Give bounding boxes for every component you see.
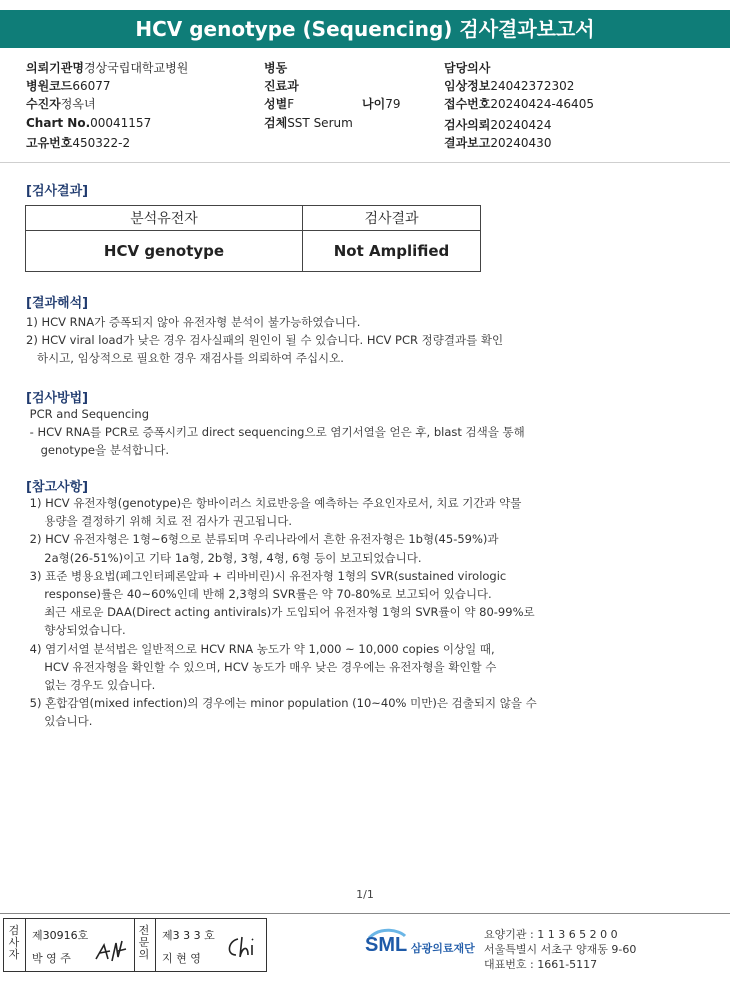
result-header-result: 검사결과 — [303, 206, 481, 231]
table-row — [26, 231, 481, 272]
page-number: 1/1 — [356, 888, 374, 901]
info-label: 성별 — [264, 97, 288, 111]
specialist-signature — [222, 933, 262, 963]
info-value: 450322-2 — [72, 136, 131, 150]
divider — [0, 162, 730, 163]
section-title-interpretation: [결과해석] — [26, 296, 89, 311]
text-line: 2) HCV viral load가 낮은 경우 검사실패의 원인이 될 수 있습니다. HCV PCR 정량결과를 확인 — [26, 333, 504, 348]
text-line: 4) 염기서열 분석법은 일반적으로 HCV RNA 농도가 약 1,000 ~ 10,000 copies 이상일 때, — [26, 641, 495, 656]
info-label: 나이 — [362, 97, 386, 111]
info-chart-no — [26, 116, 151, 130]
info-age — [362, 95, 400, 112]
tester-license-no: 제30916호 — [32, 929, 89, 942]
text-line: - HCV RNA를 PCR로 증폭시키고 direct sequencing으로 염기서열을 얻은 후, blast 검색을 통해 — [26, 425, 525, 440]
info-value: 정옥녀 — [60, 97, 96, 111]
info-request-date — [444, 116, 551, 133]
footer-divider — [0, 913, 730, 914]
tester-name: 박 영 주 — [32, 952, 71, 965]
info-department — [264, 77, 299, 94]
info-report-date — [444, 134, 551, 151]
reference-text — [26, 494, 537, 731]
info-label: 고유번호 — [26, 136, 73, 150]
report-title: HCV genotype (Sequencing) 검사결과보고서 — [0, 10, 730, 48]
divider — [25, 919, 26, 971]
specialist-license-no: 제3 3 3 호 — [162, 929, 215, 942]
specialist-label-text: 전문의 — [138, 924, 150, 961]
result-table — [25, 205, 481, 272]
text-line: 5) 혼합감염(mixed infection)의 경우에는 minor population (10~40% 미만)은 검출되지 않을 수 — [26, 696, 537, 711]
specialist-name: 지 현 영 — [162, 952, 201, 965]
tester-signature — [92, 937, 132, 965]
org-line: 대표번호 : 1661-5117 — [484, 958, 598, 971]
info-label: 병원코드 — [26, 79, 73, 93]
text-line: 있습니다. — [26, 714, 93, 729]
signature-box — [3, 918, 267, 972]
text-line: 2) HCV 유전자형은 1형~6형으로 분류되며 우리나라에서 흔한 유전자형은 1b형(45-59%)과 — [26, 532, 499, 547]
info-value: 79 — [385, 97, 401, 111]
section-title-result: [검사결과] — [26, 184, 89, 199]
result-value-cell: Not Amplified — [303, 231, 481, 272]
info-value: 24042372302 — [490, 79, 575, 93]
info-label: 검체 — [264, 116, 288, 130]
text-line: 최근 새로운 DAA(Direct acting antivirals)가 도입되어 유전자형 1형의 SVR률이 약 80-99%로 — [26, 605, 535, 620]
info-patient — [26, 95, 96, 112]
info-label: 의뢰기관명 — [26, 61, 84, 75]
info-requesting-institution — [26, 59, 188, 76]
specialist-label — [135, 925, 153, 961]
result-header-gene: 분석유전자 — [26, 206, 303, 231]
info-value: 20240424 — [490, 118, 552, 132]
info-receipt-no — [444, 95, 594, 112]
text-line: 1) HCV 유전자형(genotype)은 항바이러스 치료반응을 예측하는 주요인자로서, 치료 기간과 약물 — [26, 496, 522, 510]
info-value: 경상국립대학교병원 — [83, 61, 189, 75]
method-text — [26, 405, 525, 460]
text-line: 3) 표준 병용요법(페그인터페론알파 + 리바비린)시 유전자형 1형의 SVR(sustained virologic — [26, 568, 507, 583]
logo-text: SML — [365, 934, 408, 956]
info-label: Chart No. — [26, 116, 91, 130]
info-doctor — [444, 59, 490, 76]
section-title-reference: [참고사항] — [26, 480, 89, 495]
text-line: 하시고, 임상적으로 필요한 경우 재검사를 의뢰하여 주십시오. — [26, 351, 344, 366]
info-value: 20240424-46405 — [490, 97, 594, 111]
tester-label — [5, 925, 23, 961]
org-line: 요양기관 : 1 1 3 6 5 2 0 0 — [484, 928, 618, 941]
sml-logo — [365, 928, 475, 962]
info-specimen — [264, 114, 353, 131]
info-value: 00041157 — [90, 116, 152, 130]
text-line: HCV 유전자형을 확인할 수 있으며, HCV 농도가 매우 낮은 경우에는 유전자형을 확인할 수 — [26, 659, 497, 674]
text-line: 없는 경우도 있습니다. — [26, 678, 156, 693]
info-label: 담당의사 — [444, 61, 491, 75]
divider — [155, 919, 156, 971]
info-unique-no — [26, 134, 130, 151]
info-value: 20240430 — [490, 136, 552, 150]
info-ward — [264, 59, 287, 76]
section-title-method: [검사방법] — [26, 391, 89, 406]
interpretation-text — [26, 313, 503, 368]
info-label: 수진자 — [26, 97, 61, 111]
info-hospital-code — [26, 77, 111, 94]
result-table-header — [26, 206, 481, 231]
info-value: F — [287, 97, 295, 111]
info-sex — [264, 95, 294, 112]
text-line: 2a형(26-51%)이고 기타 1a형, 2b형, 3형, 4형, 6형 등이 보고되었습니다. — [26, 550, 422, 565]
info-label: 진료과 — [264, 79, 299, 93]
text-line: 향상되었습니다. — [26, 623, 126, 638]
tester-label-text: 검사자 — [8, 924, 20, 961]
text-line: response)률은 40~60%인데 반해 2,3형의 SVR률은 약 70-80%로 보고되어 있습니다. — [26, 587, 492, 602]
info-label: 검사의뢰 — [444, 118, 491, 132]
result-gene-cell: HCV genotype — [26, 231, 303, 272]
text-line: genotype을 분석합니다. — [26, 443, 169, 458]
org-name: 삼광의료재단 — [411, 942, 475, 955]
info-label: 병동 — [264, 61, 288, 75]
text-line: PCR and Sequencing — [26, 407, 149, 421]
info-label: 접수번호 — [444, 97, 491, 111]
text-line: 1) HCV RNA가 증폭되지 않아 유전자형 분석이 불가능하였습니다. — [26, 315, 361, 329]
info-clinical-info — [444, 77, 574, 94]
info-label: 임상정보 — [444, 79, 491, 93]
info-value: 66077 — [72, 79, 111, 93]
text-line: 용량을 결정하기 위해 치료 전 검사가 권고됩니다. — [26, 514, 293, 529]
info-value: SST Serum — [287, 116, 353, 130]
info-label: 결과보고 — [444, 136, 491, 150]
org-line: 서울특별시 서초구 양재동 9-60 — [484, 943, 637, 956]
